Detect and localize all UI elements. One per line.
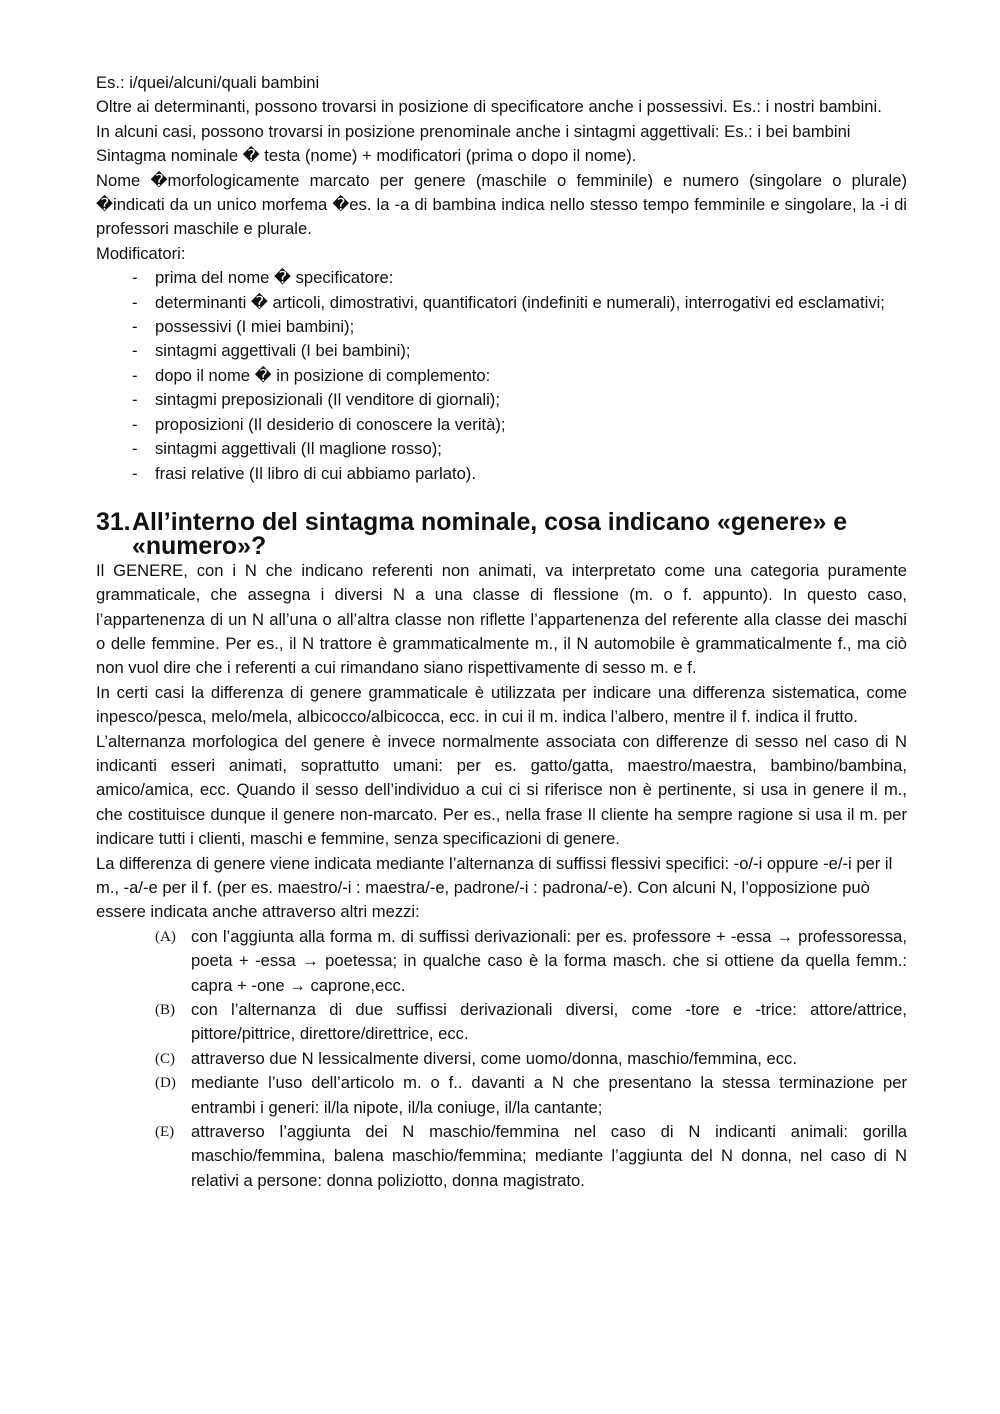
section-heading — [96, 507, 907, 561]
list-item: - frasi relative (Il libro di cui abbiamo parlato). — [96, 462, 907, 486]
dash-bullet: - — [132, 463, 138, 483]
section-title: All’interno del sintagma nominale, cosa indicano «genere» e «numero»? — [132, 507, 848, 561]
list-item: - proposizioni (Il desiderio di conoscere la verità); — [96, 413, 907, 437]
genere-paragraph-2: In certi casi la differenza di genere grammaticale è utilizzata per indicare una differenza sistematica, come inpesco/pesca, melo/mela, albicocco/albicocca, ecc. in cui il m. indica l’albero, mentre il f. indica il frutto. — [96, 682, 907, 727]
genere-paragraph-4: La differenza di genere viene indicata mediante l’alternanza di suffissi flessivi specifici: -o/-i oppure -e/-i per il m., -a/-e per il f. (per es. maestro/-i : maestra/-e, padrone/-i : padrona/-e). Con alcuni N, l’opposizione può essere indicata anche attraverso altri mezzi: — [96, 853, 893, 922]
item-marker: (C) — [155, 1050, 175, 1067]
dash-bullet: - — [132, 439, 138, 459]
dash-bullet: - — [132, 341, 138, 361]
dash-bullet: - — [132, 268, 138, 288]
dash-bullet: - — [132, 365, 138, 385]
alternatives-list — [96, 925, 907, 1193]
genere-paragraph-1: Il GENERE, con i N che indicano referenti non animati, va interpretato come una categoria puramente grammaticale, che assegna i diversi N a una classe di flessione (m. o f. appunto). In questo caso, l’appartenenza di un N all’una o all’altra classe non riflette l’appartenenza del referente alla classe dei maschi o delle femmine. Per es., il N trattore è grammaticalmente m., il N automobile è grammaticalmente f., ma ciò non vuol dire che i referenti a cui rimandano siano rispettivamente di sesso m. e f. — [96, 560, 907, 678]
section-number: 31. — [96, 507, 131, 536]
list-item: (E) attraverso l’aggiunta dei N maschio/femmina nel caso di N indicanti animali: gorilla maschio/femmina, balena maschio/femmina; mediante l’aggiunta del N donna, nel caso di N relativi a persone: donna poliziotto, donna magistrato. — [155, 1122, 907, 1190]
section-spacer — [96, 486, 907, 510]
list-item: (A) con l’aggiunta alla forma m. di suffissi derivazionali: per es. professore + -essa → professoressa, poeta + -essa → poetessa; in qualche caso è la forma masch. che si ottiene da quella femm.: capra + -one → caprone,ecc. — [155, 926, 907, 995]
intro-example: Es.: i/quei/alcuni/quali bambini — [96, 73, 320, 92]
dash-bullet: - — [132, 414, 138, 434]
item-marker: (A) — [155, 928, 176, 945]
intro-definition: Sintagma nominale � testa (nome) + modificatori (prima o dopo il nome). — [96, 146, 637, 166]
list-item: (D) mediante l’uso dell’articolo m. o f.. davanti a N che presentano la stessa terminazione per entrambi i generi: il/la nipote, il/la coniuge, il/la cantante; — [155, 1073, 907, 1117]
list-item: - sintagmi aggettivali (Il maglione rosso); — [96, 437, 907, 461]
modifiers-list — [96, 266, 907, 486]
list-item: - dopo il nome � in posizione di complemento: — [96, 364, 907, 388]
dash-bullet: - — [132, 317, 138, 337]
item-marker: (D) — [155, 1075, 176, 1092]
list-item: - sintagmi preposizionali (Il venditore di giornali); — [96, 388, 907, 412]
dash-bullet: - — [132, 292, 138, 312]
list-item: - sintagmi aggettivali (I bei bambini); — [96, 339, 907, 363]
intro-adjectival: In alcuni casi, possono trovarsi in posizione prenominale anche i sintagmi aggettivali: Es.: i bei bambini — [96, 121, 851, 141]
dash-bullet: - — [132, 390, 138, 410]
list-item: - possessivi (I miei bambini); — [96, 315, 907, 339]
list-item: (B) con l’alternanza di due suffissi derivazionali diversi, come -tore e -trice: attore/attrice, pittore/pittrice, direttore/direttrice, ecc. — [155, 1000, 907, 1044]
item-marker: (B) — [155, 1002, 175, 1019]
item-marker: (E) — [155, 1124, 175, 1141]
intro-noun-marking: Nome �morfologicamente marcato per genere (maschile o femminile) e numero (singolare o plurale) �indicati da un unico morfema �es. la -a di bambina indica nello stesso tempo femminile e singolare, la -i di professori maschile e plurale. — [96, 170, 907, 239]
list-item: (C) attraverso due N lessicalmente diversi, come uomo/donna, maschio/femmina, ecc. — [96, 1047, 907, 1071]
list-item: - prima del nome � specificatore: — [96, 266, 907, 290]
list-item: - determinanti � articoli, dimostrativi, quantificatori (indefiniti e numerali), interrogativi ed esclamativi; — [96, 291, 907, 315]
intro-possessives: Oltre ai determinanti, possono trovarsi in posizione di specificatore anche i possessivi. Es.: i nostri bambini. — [96, 97, 882, 117]
document-page — [96, 71, 907, 1193]
modifiers-label: Modificatori: — [96, 243, 186, 263]
genere-paragraph-3: L’alternanza morfologica del genere è invece normalmente associata con differenze di sesso nel caso di N indicanti esseri animati, soprattutto umani: per es. gatto/gatta, maestro/maestra, bambino/bambina, amico/amica, ecc. Quando il sesso dell’individuo a cui ci si riferisce non è pertinente, si usa in genere il m., che costituisce dunque il genere non-marcato. Per es., nella frase Il cliente ha sempre ragione si usa il m. per indicare tutti i clienti, maschi e femmine, senza specificazioni di genere. — [96, 731, 907, 849]
